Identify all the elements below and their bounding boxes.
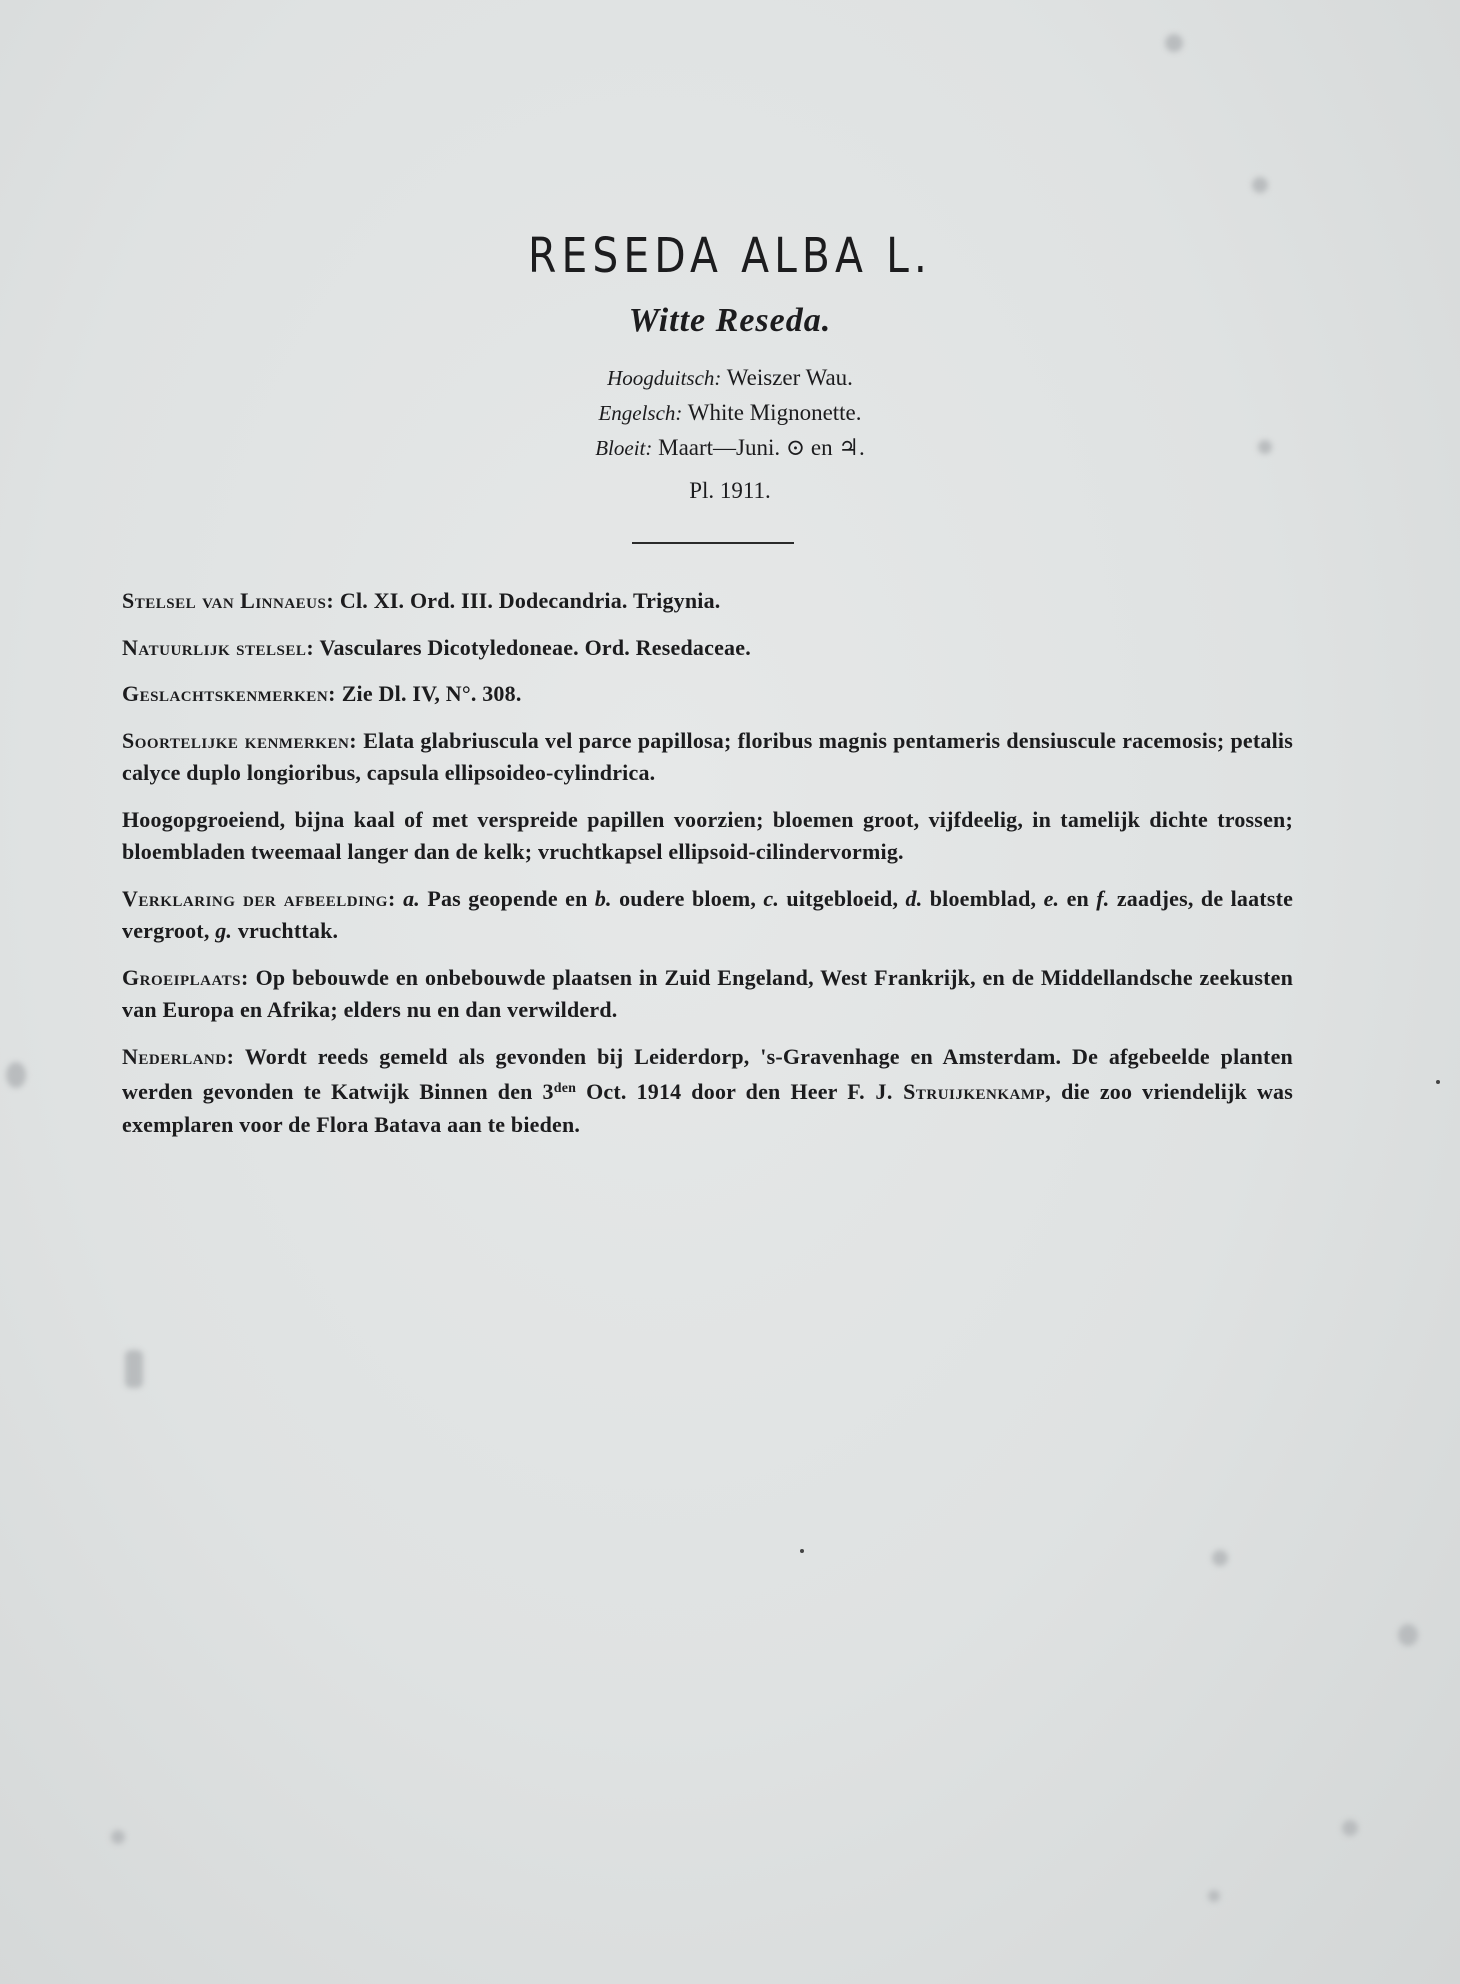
figure-letter: f. (1096, 885, 1110, 911)
netherlands-text: Wordt reeds gemeld als gevonden bij Leiderdorp, 's-Gravenhage en Amsterdam. De afgebeelde planten werden gevonden te Katwijk Binnen den 3 (122, 1043, 1293, 1104)
linnaeus-system (122, 585, 1293, 618)
plate-number: Pl. 1911. (689, 478, 771, 503)
plate-explanation-label: Verklaring der afbeelding: (122, 885, 396, 911)
genus-text: Zie Dl. IV, N°. 308. (341, 681, 522, 706)
divider-rule (632, 542, 794, 544)
paper-spot (125, 1350, 143, 1388)
figure-caption: oudere bloem, (619, 885, 757, 911)
paper-spot (1398, 1624, 1418, 1646)
habitat (122, 962, 1293, 1027)
ink-dot (1436, 1080, 1440, 1084)
species-title: RESEDA ALBA L. (527, 228, 932, 284)
linnaeus-text: Cl. XI. Ord. III. Dodecandria. Trigynia. (339, 588, 721, 613)
habitat-label: Groeiplaats: (122, 964, 249, 990)
description-body (122, 585, 1293, 1155)
ink-dot (800, 1549, 804, 1553)
dutch-description: Hoogopgroeiend, bijna kaal of met verspreide papillen voorzien; bloemen groot, vijfdeelig, in tamelijk dichte trossen; bloembladen tweemaal langer dan de kelk; vruchtkapsel ellipsoid-cilindervormig. (122, 806, 1293, 864)
habitat-text: Op bebouwde en onbebouwde plaatsen in Zuid Engeland, West Frankrijk, en de Middellandsche zeekusten van Europa en Afrika; elders nu en dan verwilderd. (122, 964, 1294, 1022)
english-name: White Mignonette. (687, 400, 862, 425)
species-characters (122, 725, 1293, 790)
english-label: Engelsch: (598, 401, 683, 425)
paper-spot (111, 1830, 125, 1844)
paper-spot (1252, 177, 1268, 193)
netherlands-label: Nederland: (122, 1043, 235, 1069)
natural-system-text: Vasculares Dicotyledoneae. Ord. Resedaceae. (319, 634, 751, 660)
figure-letter: b. (594, 885, 612, 911)
natural-system (122, 632, 1293, 665)
netherlands-date: Oct. 1914 door den Heer (586, 1079, 838, 1104)
dutch-name: Witte Reseda. (628, 302, 832, 339)
flowering-label: Bloeit: (595, 436, 653, 460)
figure-caption: zaadjes, de laatste vergroot, (122, 885, 1294, 943)
netherlands-closing: die zoo vriendelijk was exemplaren voor de Flora Batava aan te bieden. (122, 1079, 1293, 1137)
genus-label: Geslachtskenmerken: (122, 681, 336, 706)
english-name-line (0, 397, 1460, 429)
german-label: Hoogduitsch: (607, 366, 722, 390)
paper-spot (1165, 34, 1183, 52)
figure-caption: uitgebloeid, (786, 885, 899, 911)
figure-letter: e. (1043, 885, 1060, 911)
flowering-line (0, 432, 1460, 464)
figure-caption: Pas geopende en (427, 885, 588, 911)
figure-letter: d. (905, 885, 923, 911)
species-characters-label: Soortelijke kenmerken: (122, 727, 358, 753)
paper-spot (1342, 1820, 1358, 1836)
figure-caption: bloemblad, (929, 885, 1037, 911)
species-characters-text: Elata glabriuscula vel parce papillosa; floribus magnis pentameris densiuscule racemosis; petalis calyce duplo longioribus, capsula ellipsoideo-cylindrica. (122, 727, 1293, 785)
date-superscript: den (553, 1081, 577, 1096)
figure-caption: vruchttak. (237, 918, 339, 943)
genus-characters (122, 678, 1293, 711)
linnaeus-label: Stelsel van Linnaeus: (122, 588, 335, 613)
figure-letter: a. (403, 885, 421, 911)
collector-name: F. J. Struijkenkamp, (847, 1079, 1052, 1104)
german-name-line (0, 362, 1460, 394)
natural-system-label: Natuurlijk stelsel: (122, 634, 315, 660)
paper-spot (1208, 1890, 1220, 1902)
flowering-period: Maart—Juni. ⊙ en ♃. (658, 435, 865, 460)
plate-explanation (122, 883, 1293, 948)
netherlands-occurrence (122, 1041, 1293, 1142)
paper-spot (6, 1062, 26, 1088)
figure-letter: g. (215, 918, 233, 943)
german-name: Weiszer Wau. (726, 365, 853, 390)
figure-letter: c. (763, 885, 780, 911)
figure-caption: en (1066, 885, 1089, 911)
paper-spot (1212, 1550, 1228, 1566)
